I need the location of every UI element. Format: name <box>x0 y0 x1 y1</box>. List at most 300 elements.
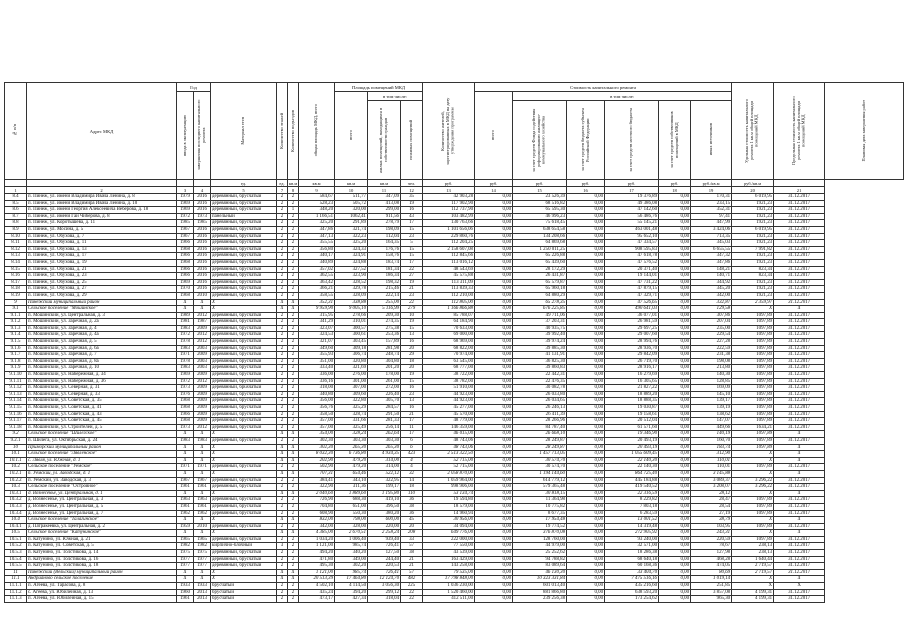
table-cell: 45 <box>401 517 423 524</box>
table-cell: 0,00 <box>567 332 605 339</box>
table-cell: 2016 <box>194 246 211 253</box>
table-cell: 31.12.2017 <box>774 226 825 233</box>
table-cell: 1 250 011,25 <box>513 246 567 253</box>
table-cell: п. Мошинский, ул. Заречная, д. 5 <box>27 339 177 346</box>
table-cell: 31.12.2017 <box>774 240 825 247</box>
table-cell: 31.12.2017 <box>774 569 825 576</box>
table-cell: 8.17 <box>5 279 27 286</box>
col-area-group-header: Площадь помещений МКД <box>335 83 423 92</box>
unit-cell: руб. <box>567 180 605 187</box>
table-cell: панельный <box>211 213 277 220</box>
table-cell: 1973 <box>177 385 194 392</box>
table-cell: 0,00 <box>567 273 605 280</box>
table-cell: 1921,23 <box>732 259 774 266</box>
table-cell: 823,34 <box>732 266 774 273</box>
col-cost-group-header: Стоимость капитального ремонта <box>475 83 732 92</box>
table-cell: 11.1.2 <box>5 589 27 596</box>
table-cell: 1097,89 <box>732 536 774 543</box>
table-cell: 215,46 <box>368 286 401 293</box>
table-cell: 713,35 <box>691 233 732 240</box>
table-cell: 274,35 <box>368 319 401 326</box>
table-cell: 15 <box>401 253 423 260</box>
table-cell: 318,00 <box>299 385 335 392</box>
table-cell: 85 788,07 <box>423 312 475 319</box>
table-cell: п. Пинеж, ул. Обухова, д. 11 <box>27 240 177 247</box>
table-cell: 1969 <box>177 372 194 379</box>
table-cell: 9.1.7 <box>5 352 27 359</box>
table-cell: 0,00 <box>659 325 691 332</box>
table-cell: 2 <box>288 497 299 504</box>
table-cell: X <box>774 444 825 451</box>
table-cell: 1977 <box>194 556 211 563</box>
table-cell: 19 <box>401 372 423 379</box>
table-cell: деревянный, брusчатый <box>211 385 277 392</box>
table-cell: 31.12.2017 <box>774 345 825 352</box>
table-cell: 1634,21 <box>732 424 774 431</box>
table-cell: 474,05 <box>691 563 732 570</box>
table-cell: 2 <box>277 550 288 557</box>
table-row <box>5 569 904 576</box>
table-cell: 2009 <box>194 372 211 379</box>
table-cell: 2012 <box>194 312 211 319</box>
table-cell: п. Мошинский, ул. Северная, д. 31 <box>27 385 177 392</box>
table-cell: X <box>774 530 825 537</box>
table-cell: 1961 <box>177 596 194 603</box>
table-cell: 17 954,48 <box>513 517 567 524</box>
table-cell: 255,00 <box>368 299 401 306</box>
table-cell: 2 <box>277 292 288 299</box>
table-cell: деревянный, брусчатый <box>211 332 277 339</box>
table-cell: 284,57 <box>368 405 401 412</box>
table-cell: 1 520 460,00 <box>423 589 475 596</box>
table-cell: 229 860,76 <box>423 233 475 240</box>
table-cell: 64 184,90 <box>423 319 475 326</box>
table-cell: деревянный, брусчатый <box>211 484 277 491</box>
table-row <box>5 233 904 240</box>
table-cell: 322,23 <box>335 233 368 240</box>
table-row <box>5 306 904 313</box>
table-cell: 28,47 <box>691 497 732 504</box>
table-cell: 412 511,00 <box>423 596 475 603</box>
table-cell: деревянный, брусчатый <box>211 391 277 398</box>
table-cell: 0,00 <box>567 484 605 491</box>
table-cell: 23 <box>401 391 423 398</box>
table-cell: 31.12.2017 <box>774 220 825 227</box>
table-cell: 6 019,95 <box>732 226 774 233</box>
column-numbers-row <box>5 187 904 194</box>
table-cell: 0,00 <box>475 503 513 510</box>
table-cell: 1921,23 <box>732 207 774 214</box>
table-cell: X <box>194 490 211 497</box>
table-cell: X <box>211 530 277 537</box>
table-cell: 248,74 <box>368 352 401 359</box>
table-cell: 341,29 <box>299 319 335 326</box>
table-cell: 9 959,90 <box>299 306 335 313</box>
table-cell: 340,80 <box>299 391 335 398</box>
table-cell: 7 991,82 <box>732 246 774 253</box>
table-cell: 6 736,80 <box>335 451 368 458</box>
table-cell: 8.5 <box>5 200 27 207</box>
table-cell: X <box>277 517 288 524</box>
table-cell: 28,54 <box>691 503 732 510</box>
table-row <box>5 213 904 220</box>
table-cell: 0,00 <box>567 563 605 570</box>
table-cell: X <box>288 431 299 438</box>
col-cost-fund-header: за счет средств Фонда содействия реформированию жилищно-коммунального хозяйства <box>513 101 567 180</box>
table-cell: 32 <box>401 470 423 477</box>
table-cell: X <box>288 490 299 497</box>
table-cell: 18 286,38 <box>605 550 659 557</box>
table-cell: 173 254,62 <box>605 596 659 603</box>
table-cell: 2 <box>277 536 288 543</box>
table-cell: 239 256,38 <box>513 596 567 603</box>
table-row <box>5 391 904 398</box>
table-cell: 447,99 <box>691 220 732 227</box>
table-row <box>5 339 904 346</box>
table-cell: 2 058 870,00 <box>423 470 475 477</box>
table-cell: 80,69 <box>691 569 732 576</box>
table-cell: 0,00 <box>475 345 513 352</box>
table-cell: 18 888,35 <box>605 398 659 405</box>
table-cell: 2 359,97 <box>732 299 774 306</box>
table-cell: 139,17 <box>691 398 732 405</box>
table-cell: 0,00 <box>567 352 605 359</box>
table-cell: 349,00 <box>335 556 368 563</box>
table-cell: 1 055 609,45 <box>605 451 659 458</box>
unit-cell: кв.м <box>289 180 298 186</box>
table-cell: X <box>177 517 194 524</box>
table-cell: 9.1.9 <box>5 365 27 372</box>
unit-cell: ед. <box>211 180 277 187</box>
table-cell: 2 <box>288 378 299 385</box>
table-cell: 2013 <box>194 589 211 596</box>
table-cell: 181,34 <box>368 266 401 273</box>
table-cell: 1097,89 <box>732 418 774 425</box>
table-cell: 128 760,00 <box>513 536 567 543</box>
table-cell: Приморский муниципальный район <box>27 444 177 451</box>
table-cell: X <box>194 517 211 524</box>
table-cell: 31.12.2017 <box>774 510 825 517</box>
table-cell: 322,95 <box>368 477 401 484</box>
table-cell: X <box>211 569 277 576</box>
table-cell: 31.12.2017 <box>774 437 825 444</box>
table-cell: 0,00 <box>475 536 513 543</box>
table-cell: 832,00 <box>299 517 335 524</box>
table-cell: 31.12.2017 <box>774 378 825 385</box>
table-cell: 13 <box>401 332 423 339</box>
table-cell: 0,00 <box>659 457 691 464</box>
table-cell: 1973 <box>194 213 211 220</box>
table-cell: 0,00 <box>475 583 513 590</box>
table-cell: 0,00 <box>659 279 691 286</box>
table-cell: X <box>774 583 825 590</box>
table-cell: деревянный, брусчатый <box>211 220 277 227</box>
table-cell: 356,76 <box>299 405 335 412</box>
table-cell: деревянный, брусчатый <box>211 411 277 418</box>
table-cell: 30 818,15 <box>513 490 567 497</box>
table-cell: 0,00 <box>475 556 513 563</box>
table-cell: 1982 <box>177 543 194 550</box>
table-cell: 358,50 <box>299 411 335 418</box>
table-cell: 2 <box>277 437 288 444</box>
table-cell: Сельское поселение "Уемское" <box>27 464 177 471</box>
table-cell: 2 258,24 <box>368 530 401 537</box>
table-cell: 213,80 <box>691 365 732 372</box>
table-cell: 0,00 <box>567 550 605 557</box>
table-cell: 9.1.18 <box>5 424 27 431</box>
table-cell: 0,00 <box>475 279 513 286</box>
table-cell: 366,21 <box>299 286 335 293</box>
table-cell: 396,50 <box>368 503 401 510</box>
table-cell: 220,59 <box>691 536 732 543</box>
table-cell: 16 <box>401 405 423 412</box>
table-cell: 0,00 <box>659 292 691 299</box>
table-cell: 2 <box>277 556 288 563</box>
table-cell: 46 130,30 <box>513 569 567 576</box>
table-cell: 2016 <box>194 266 211 273</box>
table-cell: 46 015,00 <box>423 431 475 438</box>
table-cell: 0,00 <box>659 213 691 220</box>
table-cell: 1968 <box>177 405 194 412</box>
table-cell: 0,00 <box>659 431 691 438</box>
table-cell: 2 <box>277 246 288 253</box>
table-cell: 1097,89 <box>732 464 774 471</box>
table-cell: 1975 <box>194 550 211 557</box>
table-cell: деревянный, брусчатый <box>211 424 277 431</box>
table-cell: 413,08 <box>368 200 401 207</box>
table-row <box>5 319 904 326</box>
table-cell: 31.12.2017 <box>774 286 825 293</box>
table-body <box>5 194 904 603</box>
table-cell: X <box>774 431 825 438</box>
table-cell: 1097,89 <box>732 503 774 510</box>
table-cell: 10 323 331,84 <box>513 576 567 583</box>
table-cell: 0,00 <box>475 589 513 596</box>
table-cell: X <box>732 490 774 497</box>
table-cell: 272,00 <box>368 385 401 392</box>
col-entrances-header: Количество подъездов <box>288 83 299 180</box>
table-cell: деревянный, брусчатый <box>211 352 277 359</box>
table-cell: 10.3.3 <box>5 503 27 510</box>
table-cell: 320,00 <box>335 207 368 214</box>
column-number-cell: 5 <box>211 187 277 194</box>
table-cell: 256,14 <box>368 424 401 431</box>
table-cell: X <box>194 299 211 306</box>
table-cell: 0,00 <box>475 207 513 214</box>
table-cell: 70 633,00 <box>423 325 475 332</box>
table-cell: 34 094,00 <box>423 523 475 530</box>
table-cell: 2 <box>277 332 288 339</box>
table-cell: деревянный, брусчатый <box>211 418 277 425</box>
table-cell: 276,00 <box>335 372 368 379</box>
table-cell: 10.3.4 <box>5 510 27 517</box>
table-cell: 435 216,60 <box>605 583 659 590</box>
table-cell: 2 <box>288 226 299 233</box>
table-cell: 2 <box>288 464 299 471</box>
table-cell: 336,16 <box>299 378 335 385</box>
table-cell: 2 670,51 <box>335 530 368 537</box>
table-cell: 158,76 <box>368 253 401 260</box>
table-cell: 1978 <box>177 339 194 346</box>
table-cell: п. Пинеж, ул. имени Георгия Алексеевича Веберова, д. 18 <box>27 207 177 214</box>
table-cell: 2 <box>288 345 299 352</box>
unit-cell: руб. <box>659 180 691 187</box>
table-cell: 9.1.15 <box>5 405 27 412</box>
table-cell: 2012 <box>194 378 211 385</box>
table-cell: д. Патракеевка, ул. Центральная, д. 2 <box>27 523 177 530</box>
table-cell: п. Мошинский, ул. Набережная, д. 36 <box>27 378 177 385</box>
table-cell: 0,00 <box>475 226 513 233</box>
table-cell: X <box>774 576 825 583</box>
col-residents-header: Количество жителей, зарегистрированных в МКД на дату утверждения программы <box>423 83 475 180</box>
table-cell: 357,02 <box>299 266 335 273</box>
table-cell: п. Пинеж, ул. Обухова, д. 17 <box>27 253 177 260</box>
table-cell: 11.1.1 <box>5 583 27 590</box>
table-cell: 112 845,66 <box>423 253 475 260</box>
table-cell: деревянный, брусчатый <box>211 398 277 405</box>
table-cell: 2 <box>277 259 288 266</box>
table-cell: X <box>277 451 288 458</box>
table-cell: 48 743,06 <box>423 444 475 451</box>
table-row <box>5 352 904 359</box>
table-cell: 209,30 <box>368 312 401 319</box>
table-cell: 0,00 <box>659 358 691 365</box>
unit-cell: руб. <box>475 180 513 187</box>
table-cell: 8.12 <box>5 246 27 253</box>
table-cell: 965,30 <box>691 596 732 603</box>
table-cell: 186,34 <box>368 273 401 280</box>
table-cell: X <box>732 517 774 524</box>
table-cell: 68 516,82 <box>513 200 567 207</box>
table-cell: 26 981,59 <box>605 319 659 326</box>
table-cell: п. Мошинский, ул. Строителей, д. 5 <box>27 424 177 431</box>
table-cell: 300,57 <box>335 325 368 332</box>
table-cell: 322,80 <box>335 398 368 405</box>
table-cell: 112 737,90 <box>423 207 475 214</box>
table-cell: 1097,89 <box>732 411 774 418</box>
table-cell: 495,30 <box>299 563 335 570</box>
table-cell: 2 <box>288 194 299 201</box>
table-cell: 1921,23 <box>732 253 774 260</box>
table-cell: 20 <box>401 345 423 352</box>
table-cell: п. Катунино, ул. Толстикова, д. 16 <box>27 556 177 563</box>
table-cell: 31.12.2017 <box>774 418 825 425</box>
table-cell: п. Пинеж, ул. Обухова, д. 23 <box>27 273 177 280</box>
table-cell: 2 <box>288 536 299 543</box>
table-cell: 0,00 <box>567 464 605 471</box>
table-cell: X <box>211 576 277 583</box>
table-cell: 2 <box>288 253 299 260</box>
table-cell: 881 866,80 <box>513 589 567 596</box>
column-number-cell: 17 <box>605 187 659 194</box>
table-row <box>5 292 904 299</box>
table-cell: 1966 <box>177 240 194 247</box>
table-cell: 1097,89 <box>732 312 774 319</box>
table-cell: 676 225,85 <box>513 306 567 313</box>
table-cell: 19 <box>401 200 423 207</box>
table-cell: 29 842,09 <box>605 352 659 359</box>
table-cell: 2 <box>277 358 288 365</box>
table-cell: 31.12.2017 <box>774 385 825 392</box>
table-cell: 262,64 <box>368 431 401 438</box>
table-cell: 2 719,57 <box>732 569 774 576</box>
table-cell: деревянный, брусчатый <box>211 378 277 385</box>
table-cell: 0,00 <box>567 477 605 484</box>
table-cell: 251,85 <box>691 583 732 590</box>
table-cell: 1987 <box>194 319 211 326</box>
table-cell: 2 <box>277 240 288 247</box>
table-cell: 19 158,61 <box>605 411 659 418</box>
table-cell: 68 969,00 <box>423 339 475 346</box>
table-cell: 0,00 <box>475 510 513 517</box>
table-cell: п. Мошинский, ул. Заречная, д. 4 <box>27 325 177 332</box>
table-cell: 5 <box>401 240 423 247</box>
table-cell: 0,00 <box>567 470 605 477</box>
table-cell: 17 798 848,00 <box>423 576 475 583</box>
table-cell: 1097,89 <box>732 391 774 398</box>
table-cell: 20 <box>401 365 423 372</box>
table-cell: деревянный, брусчатый <box>211 437 277 444</box>
table-row <box>5 457 904 464</box>
table-cell: 423 <box>401 451 423 458</box>
table-cell: 10.1.1 <box>5 457 27 464</box>
table-cell: 2009 <box>194 385 211 392</box>
table-cell: 1967 <box>194 477 211 484</box>
table-cell: 323,90 <box>335 273 368 280</box>
table-cell: 0,00 <box>567 596 605 603</box>
table-cell: 10.2.1 <box>5 470 27 477</box>
table-cell: 0,00 <box>659 391 691 398</box>
table-cell: 0,00 <box>475 569 513 576</box>
table-cell: 1 166,51 <box>299 213 335 220</box>
table-cell: 347,32 <box>691 253 732 260</box>
table-cell: 584,67 <box>299 194 335 201</box>
table-cell: X <box>277 576 288 583</box>
table-cell: 1972 <box>177 378 194 385</box>
table-cell: 31.12.2017 <box>774 477 825 484</box>
table-cell: 1097,89 <box>732 372 774 379</box>
table-cell: 0,00 <box>475 246 513 253</box>
table-cell: X <box>277 470 288 477</box>
table-cell: 65 278,35 <box>513 299 567 306</box>
table-cell: 28 916,17 <box>605 365 659 372</box>
table-row <box>5 253 904 260</box>
table-cell: 2 <box>288 596 299 603</box>
table-cell: 22 476,35 <box>513 378 567 385</box>
table-cell: 15 <box>401 325 423 332</box>
column-number-cell: 3 <box>177 187 194 194</box>
table-cell: X <box>177 470 194 477</box>
table-cell: X <box>732 576 774 583</box>
table-cell: 340,89 <box>299 259 335 266</box>
table-cell: 10.4 <box>5 517 27 524</box>
table-cell: 321,07 <box>299 339 335 346</box>
table-cell: 8.13 <box>5 253 27 260</box>
table-cell: X <box>277 306 288 313</box>
table-cell: 4 199,31 <box>732 596 774 603</box>
table-cell: п. Мошинский, ул. Северная, д. 33 <box>27 391 177 398</box>
table-cell: 2 <box>288 484 299 491</box>
table-cell: 31.12.2017 <box>774 200 825 207</box>
table-cell: 48 743,06 <box>423 437 475 444</box>
table-cell: 356,00 <box>299 398 335 405</box>
table-cell: п. Шилега, ул. Октябрьская, д. 24 <box>27 437 177 444</box>
table-cell: 1097,89 <box>732 365 774 372</box>
table-cell: 1983 <box>177 345 194 352</box>
table-cell: брусчатый <box>211 596 277 603</box>
table-cell: 0,00 <box>659 240 691 247</box>
table-cell: 354,00 <box>299 431 335 438</box>
